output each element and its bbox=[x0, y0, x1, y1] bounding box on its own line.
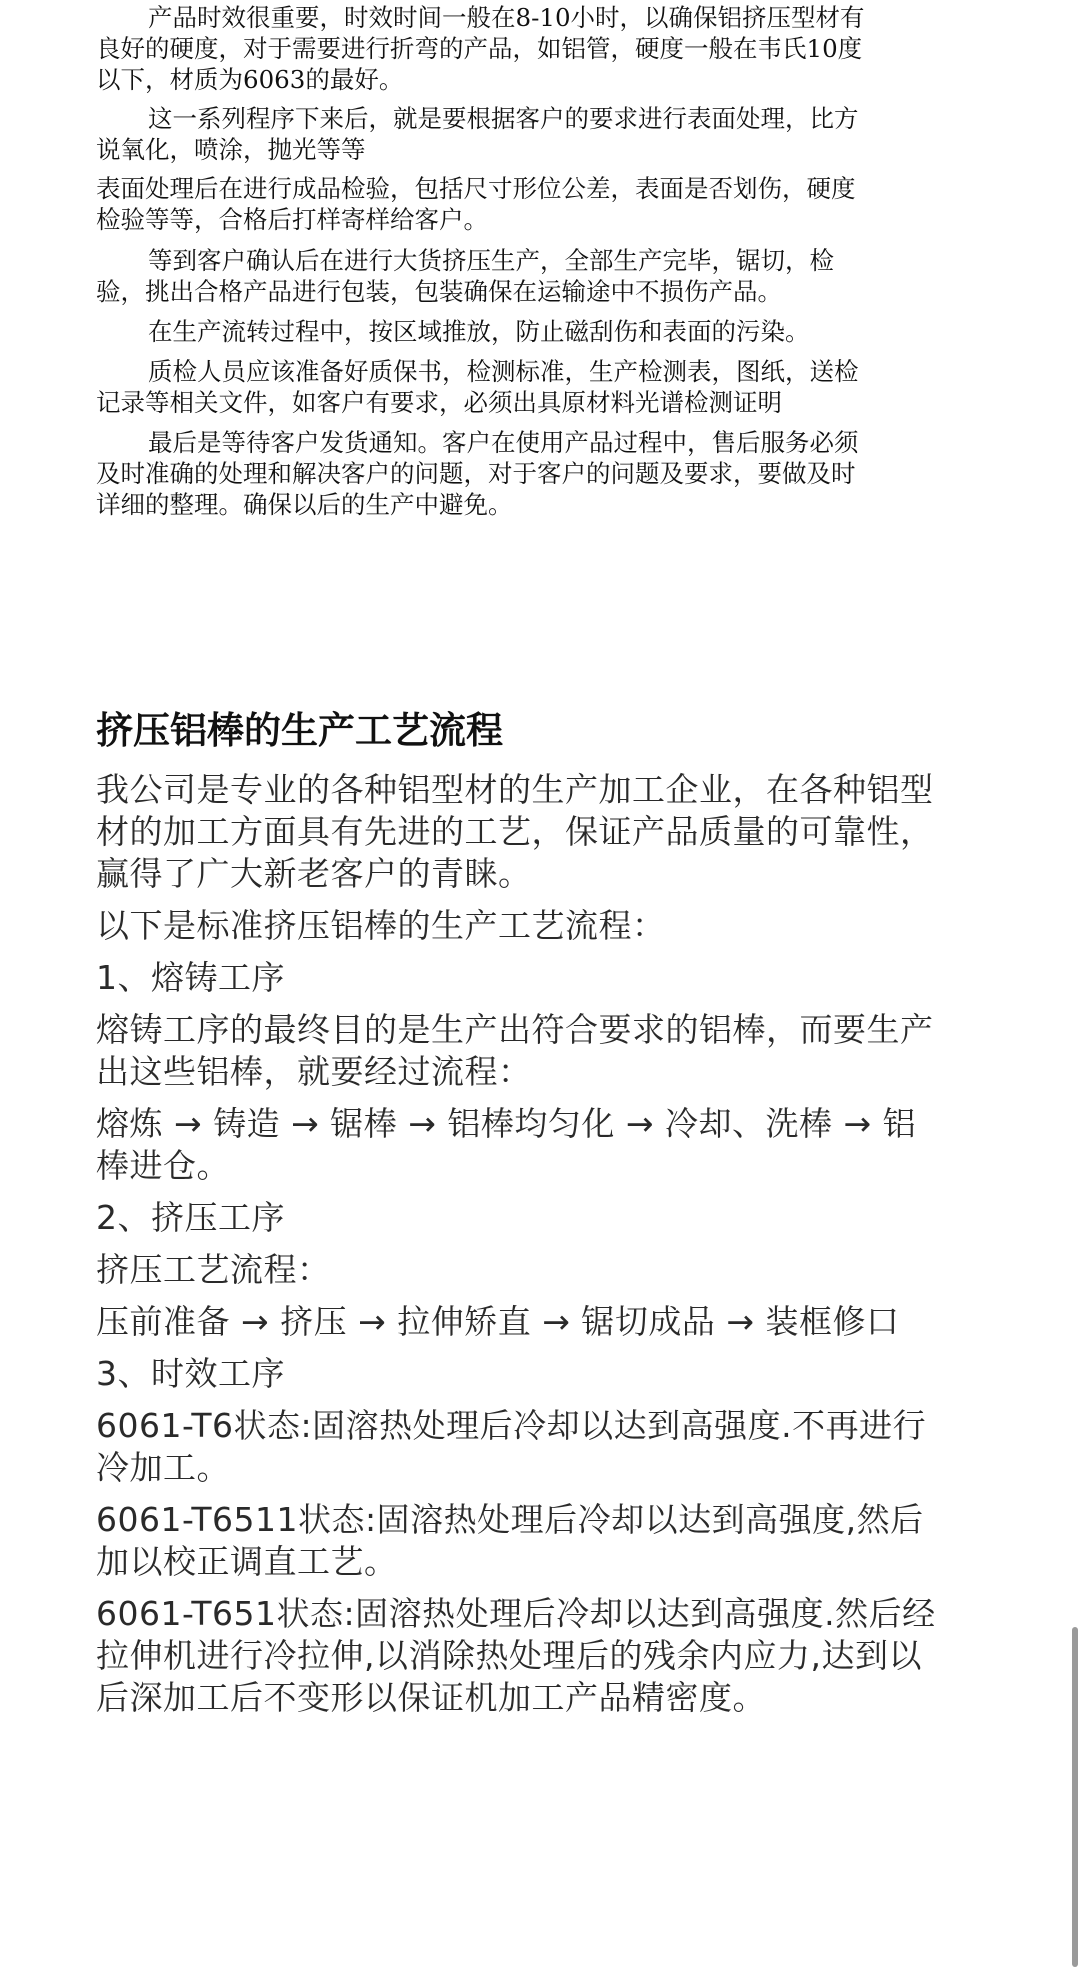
process-flow-casting: 熔炼 → 铸造 → 锯棒 → 铝棒均匀化 → 冷却、洗棒 → 铝棒进仓。 bbox=[96, 1104, 917, 1185]
image-paragraph: 在生产流转过程中，按区域推放，防止磁刮伤和表面的污染。 bbox=[148, 317, 810, 346]
image-paragraph: 等到客户确认后在进行大货挤压生产，全部生产完毕，锯切，检 验，挑出合格产品进行包装，包装确保在运输途中不损伤产品。 bbox=[96, 246, 834, 306]
image-paragraph: 最后是等待客户发货通知。客户在使用产品过程中，售后服务必须 及时准确的处理和解决客户的问题，对于客户的问题及要求，要做及时 详细的整理。确保以后的生产中避免。 bbox=[96, 428, 859, 519]
article-title: 挤压铝棒的生产工艺流程 bbox=[96, 709, 503, 752]
article-body bbox=[96, 705, 946, 1729]
image-paragraph: 这一系列程序下来后，就是要根据客户的要求进行表面处理，比方 说氧化，喷涂，抛光等等 bbox=[96, 104, 859, 164]
image-paragraph: 产品时效很重要，时效时间一般在8-10小时，以确保铝挤压型材有 良好的硬度，对于需要进行折弯的产品，如铝管，硬度一般在韦氏10度 以下，材质为6063的最好。 bbox=[96, 3, 865, 94]
article-paragraph: 挤压工艺流程： bbox=[96, 1250, 331, 1289]
section-heading-casting: 1、熔铸工序 bbox=[96, 958, 285, 997]
image-paragraph: 表面处理后在进行成品检验，包括尺寸形位公差，表面是否划伤，硬度 检验等等，合格后打样寄样给客户。 bbox=[96, 174, 856, 234]
article-paragraph: 熔铸工序的最终目的是生产出符合要求的铝棒，而要生产出这些铝棒，就要经过流程： bbox=[96, 1010, 934, 1091]
scanned-document-image bbox=[0, 0, 1080, 560]
article-paragraph: 以下是标准挤压铝棒的生产工艺流程： bbox=[96, 906, 666, 945]
section-heading-extrusion: 2、挤压工序 bbox=[96, 1198, 285, 1237]
temper-t6-description: 6061-T6状态:固溶热处理后冷却以达到高强度.不再进行冷加工。 bbox=[96, 1406, 927, 1487]
process-flow-extrusion: 压前准备 → 挤压 → 拉伸矫直 → 锯切成品 → 装框修口 bbox=[96, 1302, 900, 1341]
vertical-scrollbar[interactable] bbox=[1072, 1627, 1078, 1967]
article-paragraph-intro: 我公司是专业的各种铝型材的生产加工企业，在各种铝型材的加工方面具有先进的工艺，保证产品质量的可靠性，赢得了广大新老客户的青睐。 bbox=[96, 770, 934, 893]
section-heading-aging: 3、时效工序 bbox=[96, 1354, 285, 1393]
temper-t651-description: 6061-T651状态:固溶热处理后冷却以达到高强度.然后经拉伸机进行冷拉伸,以消除热处理后的残余内应力,达到以后深加工后不变形以保证机加工产品精密度。 bbox=[96, 1594, 936, 1717]
temper-t6511-description: 6061-T6511状态:固溶热处理后冷却以达到高强度,然后加以校正调直工艺。 bbox=[96, 1500, 924, 1581]
image-paragraph: 质检人员应该准备好质保书，检测标准，生产检测表，图纸，送检 记录等相关文件，如客户有要求，必须出具原材料光谱检测证明 bbox=[96, 357, 859, 417]
